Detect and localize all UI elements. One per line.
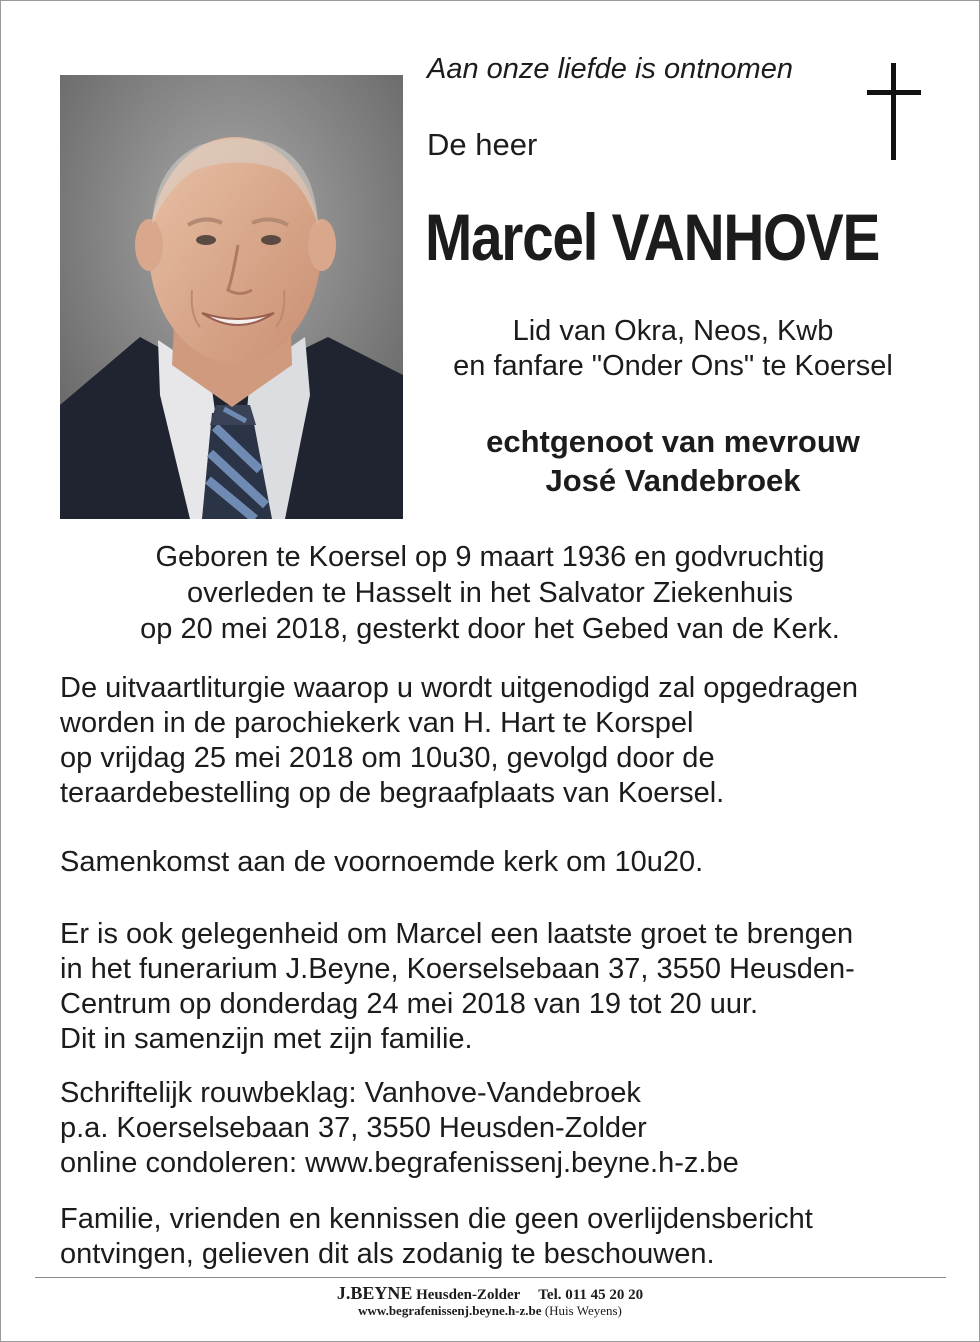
paragraph-line: Centrum op donderdag 24 mei 2018 van 19 tot 20 uur. [60,988,759,1020]
portrait-photo [60,75,403,519]
portrait-illustration [60,75,403,519]
latin-cross-icon [865,63,923,163]
funeral-home-house: (Huis Weyens) [544,1303,622,1318]
funeral-home-line [1,1283,979,1304]
membership-line: Lid van Okra, Neos, Kwb [512,315,834,347]
paragraph-line: Er is ook gelegenheid om Marcel een laatste groet te brengen [60,918,854,950]
deceased-name: Marcel VANHOVE [425,200,880,274]
funeral-home-brand: J.BEYNE [336,1283,413,1303]
paragraph-line: p.a. Koerselsebaan 37, 3550 Heusden-Zolder [60,1112,647,1144]
paragraph-line: De uitvaartliturgie waarop u wordt uitgenodigd zal opgedragen [60,672,859,704]
intro-line: Aan onze liefde is ontnomen [427,53,793,85]
funeral-home-website: www.begrafenissenj.beyne.h-z.be [358,1303,542,1318]
funeral-paragraph [60,671,858,811]
condolence-website: online condoleren: www.begrafenissenj.beyne.h-z.be [60,1147,739,1179]
paragraph-line: op vrijdag 25 mei 2018 om 10u30, gevolgd door de [60,742,715,774]
visitation-paragraph [60,917,855,1057]
paragraph-line: Familie, vrienden en kennissen die geen overlijdensbericht [60,1203,813,1235]
paragraph-line: in het funerarium J.Beyne, Koerselsebaan 37, 3550 Heusden- [60,953,855,985]
honorific: De heer [427,127,538,162]
paragraph-line: Samenkomst aan de voornoemde kerk om 10u20. [60,846,704,878]
paragraph-line: Dit in samenzijn met zijn familie. [60,1023,473,1055]
paragraph-line: Geboren te Koersel op 9 maart 1936 en godvruchtig [155,541,825,573]
gathering-paragraph [60,845,703,880]
spouse-name: José Vandebroek [545,463,801,498]
paragraph-line: overleden te Hasselt in het Salvator Ziekenhuis [186,577,794,609]
paragraph-line: op 20 mei 2018, gesterkt door het Gebed van de Kerk. [140,613,840,645]
footer-divider [35,1277,946,1278]
funeral-home-location: Heusden-Zolder [416,1287,521,1303]
closing-paragraph [60,1202,813,1272]
membership-line: en fanfare "Onder Ons" te Koersel [453,350,893,382]
funeral-home-web-line [1,1303,979,1319]
spouse-line: echtgenoot van mevrouw [486,424,860,459]
paragraph-line: ontvingen, gelieven dit als zodanig te beschouwen. [60,1238,715,1270]
paragraph-line: teraardebestelling op de begraafplaats van Koersel. [60,777,725,809]
paragraph-line: Schriftelijk rouwbeklag: Vanhove-Vandebroek [60,1077,641,1109]
funeral-home-phone: Tel. 011 45 20 20 [538,1287,644,1303]
birth-death-paragraph [1,539,979,647]
paragraph-line: worden in de parochiekerk van H. Hart te Korspel [60,707,694,739]
condolences-paragraph [60,1076,739,1181]
